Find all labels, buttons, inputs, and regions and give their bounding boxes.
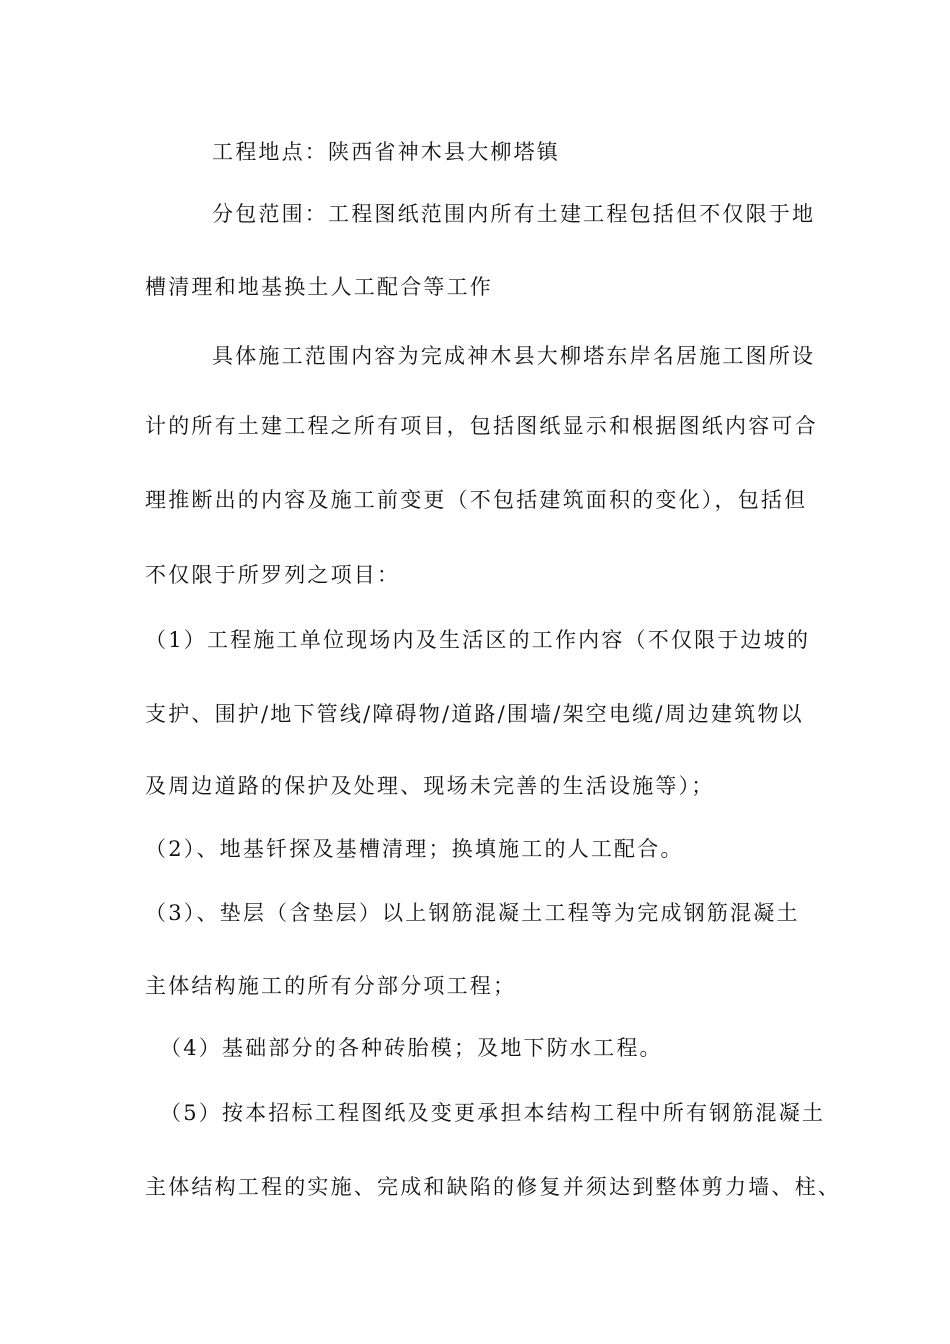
construction-scope-paragraph: 具体施工范围内容为完成神木县大柳塔东岸名居施工图所设 — [212, 344, 816, 368]
item-1-line-3: 及周边道路的保护及处理、现场未完善的生活设施等）； — [145, 774, 715, 798]
construction-scope-line-3: 理推断出的内容及施工前变更（不包括建筑面积的变化），包括但 — [145, 488, 808, 512]
construction-scope-line-2: 计的所有土建工程之所有项目，包括图纸显示和根据图纸内容可合 — [145, 414, 818, 438]
item-5: （5）按本招标工程图纸及变更承担本结构工程中所有钢筋混凝土 — [160, 1101, 826, 1125]
item-3-line-2: 主体结构施工的所有分部分项工程； — [145, 974, 517, 998]
project-location: 工程地点：陕西省神木县大柳塔镇 — [212, 140, 560, 164]
subcontract-scope: 分包范围：工程图纸范围内所有土建工程包括但不仅限于地 — [212, 202, 816, 226]
subcontract-scope-continued: 槽清理和地基换土人工配合等工作 — [145, 275, 493, 299]
item-1: （1）工程施工单位现场内及生活区的工作内容（不仅限于边坡的 — [145, 628, 811, 652]
construction-scope-line-4: 不仅限于所罗列之项目： — [145, 563, 401, 587]
item-5-line-2: 主体结构工程的实施、完成和缺陷的修复并须达到整体剪力墙、柱、 — [145, 1175, 841, 1199]
item-1-line-2: 支护、围护/地下管线/障碍物/道路/围墙/架空电缆/周边建筑物以 — [145, 702, 804, 726]
item-3: （3）、垫层（含垫层）以上钢筋混凝土工程等为完成钢筋混凝土 — [145, 901, 800, 925]
item-2: （2）、地基钎探及基槽清理；换填施工的人工配合。 — [145, 837, 684, 861]
item-4: （4）基础部分的各种砖胎模；及地下防水工程。 — [160, 1036, 663, 1060]
